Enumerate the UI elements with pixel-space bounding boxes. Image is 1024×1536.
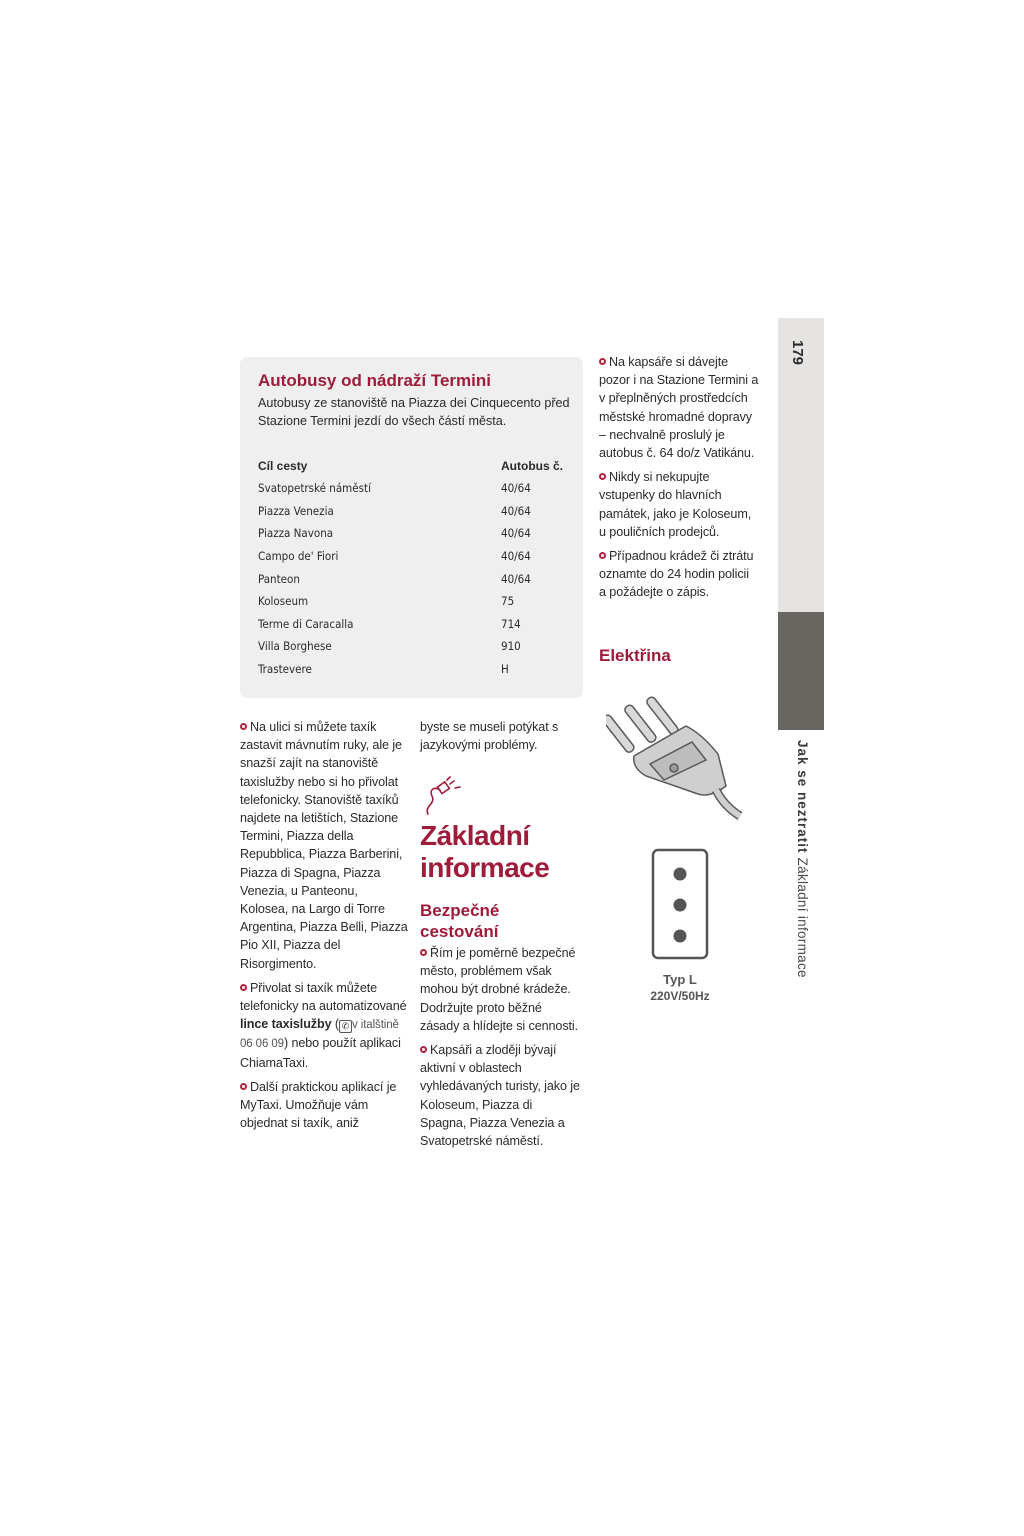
bus-cell: 40/64 bbox=[501, 503, 531, 518]
socket-label bbox=[640, 972, 720, 1004]
bullet-icon bbox=[420, 1046, 427, 1053]
table-row bbox=[258, 635, 573, 658]
destination-cell: Campo de' Fiori bbox=[258, 549, 339, 564]
plug-icon bbox=[422, 776, 464, 818]
tickets-paragraph bbox=[599, 468, 759, 541]
right-column bbox=[599, 353, 759, 608]
destination-cell: Svatopetrské náměstí bbox=[258, 481, 371, 496]
taxi-line-label: lince taxislužby bbox=[240, 1017, 332, 1032]
bus-cell: 40/64 bbox=[501, 526, 531, 541]
bus-box-intro: Autobusy ze stanoviště na Piazza dei Cinquecento před Stazione Termini jezdí do všech částí města. bbox=[258, 396, 570, 428]
bullet-icon bbox=[599, 552, 606, 559]
bus-cell: 75 bbox=[501, 594, 515, 609]
bus-cell: 714 bbox=[501, 616, 521, 631]
left-column bbox=[240, 718, 408, 1138]
theft-paragraph bbox=[599, 547, 759, 602]
phone-icon: ✆ bbox=[339, 1020, 352, 1033]
running-header bbox=[795, 740, 810, 978]
socket-type: Typ L bbox=[663, 972, 697, 987]
table-header-row bbox=[258, 454, 573, 477]
destination-cell: Piazza Venezia bbox=[258, 503, 334, 518]
safety-paragraph bbox=[420, 944, 580, 1035]
phone-number: v italštině 06 06 09 bbox=[240, 1019, 399, 1051]
bus-cell: 40/64 bbox=[501, 549, 531, 564]
destination-cell: Koloseum bbox=[258, 594, 309, 609]
safety-subtitle-text: Bezpečné cestování bbox=[420, 901, 500, 941]
taxi-paragraph-text: Na ulici si můžete taxík zastavit mávnutím ruky, ale je snazší zajít na stanoviště taxislužby nebo si ho přivolat telefonicky. Stanoviště taxíků najdete na letištích, Stazione Termini, Piazza della Repubblica, Piazza Barberini, Piazza di Spagna, Piazza Venezia, u Panteonu, Kolosea, na Largo di Torre Argentina, Piazza Belli, Piazza Pio XII, Piazza del Risorgimento. bbox=[240, 720, 408, 971]
termini-warning-paragraph bbox=[599, 353, 759, 462]
electric-plug-illustration bbox=[606, 694, 750, 822]
page-number: 179 bbox=[789, 340, 806, 366]
side-tab-dark bbox=[778, 612, 824, 730]
destination-cell: Panteon bbox=[258, 571, 300, 586]
middle-column-bottom bbox=[420, 944, 580, 1156]
bullet-icon bbox=[599, 358, 606, 365]
table-row bbox=[258, 658, 573, 681]
bullet-icon bbox=[420, 949, 427, 956]
taxi-paragraph bbox=[240, 718, 408, 973]
bus-info-box bbox=[240, 357, 583, 698]
bus-cell: 910 bbox=[501, 639, 521, 654]
pickpocket-text: Kapsáři a zloději bývají aktivní v oblastech vyhledávaných turisty, jako je Koloseum, Piazza di Spagna, Piazza Venezia a Svatopetrské náměstí. bbox=[420, 1043, 580, 1149]
table-row bbox=[258, 590, 573, 613]
section-title bbox=[420, 820, 590, 884]
destination-cell: Terme di Caracalla bbox=[258, 616, 354, 631]
bus-cell: H bbox=[501, 662, 509, 677]
destination-cell: Trastevere bbox=[258, 662, 312, 677]
taxi-app-text: nebo použít aplikaci ChiamaTaxi. bbox=[240, 1036, 401, 1070]
bullet-icon bbox=[599, 473, 606, 480]
table-row bbox=[258, 613, 573, 636]
table-row bbox=[258, 567, 573, 590]
taxi-phone-text: Přivolat si taxík můžete telefonicky na automatizované bbox=[240, 980, 407, 1014]
chapter-name: Jak se neztratit bbox=[795, 740, 810, 854]
mytaxi-text: Další praktickou aplikací je MyTaxi. Umožňuje vám objednat si taxík, aniž bbox=[240, 1079, 397, 1131]
bullet-icon bbox=[240, 984, 247, 991]
section-title-text: Základní informace bbox=[420, 820, 550, 883]
theft-text: Případnou krádež či ztrátu oznamte do 24 hodin policii a požádejte o zápis. bbox=[599, 549, 754, 600]
table-row bbox=[258, 545, 573, 568]
bullet-icon bbox=[240, 723, 247, 730]
table-row bbox=[258, 522, 573, 545]
socket-icon bbox=[651, 848, 709, 960]
col-destination-header: Cíl cesty bbox=[258, 458, 308, 473]
destination-cell: Piazza Navona bbox=[258, 526, 334, 541]
table-row bbox=[258, 500, 573, 523]
socket-spec: 220V/50Hz bbox=[650, 989, 710, 1003]
tickets-text: Nikdy si nekupujte vstupenky do hlavních památek, jako je Koloseum, u pouličních prodejců. bbox=[599, 470, 752, 539]
safety-subtitle bbox=[420, 900, 540, 942]
taxi-phone-paragraph: Přivolat si taxík můžete telefonicky na automatizované lince taxislužby ( ✆ v italštině 06 06 09) nebo použít aplikaci ChiamaTaxi. bbox=[240, 980, 407, 1070]
bus-cell: 40/64 bbox=[501, 481, 531, 496]
pickpocket-paragraph bbox=[420, 1041, 580, 1150]
middle-column-top bbox=[420, 718, 580, 754]
bus-table bbox=[258, 454, 573, 680]
col-bus-header: Autobus č. bbox=[501, 458, 563, 473]
language-paragraph: byste se museli potýkat s jazykovými problémy. bbox=[420, 720, 559, 753]
safety-text: Řím je poměrně bezpečné město, problémem však mohou být drobné krádeže. Dodržujte proto běžné zásady a hlídejte si cennosti. bbox=[420, 946, 579, 1033]
bus-cell: 40/64 bbox=[501, 571, 531, 586]
mytaxi-paragraph bbox=[240, 1078, 408, 1133]
bus-box-title: Autobusy od nádraží Termini bbox=[258, 371, 491, 390]
table-row bbox=[258, 477, 573, 500]
bullet-icon bbox=[240, 1083, 247, 1090]
termini-warning-text: Na kapsáře si dávejte pozor i na Stazione Termini a v přeplněných prostředcích městské hromadné dopravy – nechvalně proslulý je autobus č. 64 do/z Vatikánu. bbox=[599, 355, 759, 461]
electricity-title: Elektřina bbox=[599, 646, 671, 665]
section-name: Základní informace bbox=[795, 857, 810, 978]
destination-cell: Villa Borghese bbox=[258, 639, 332, 654]
